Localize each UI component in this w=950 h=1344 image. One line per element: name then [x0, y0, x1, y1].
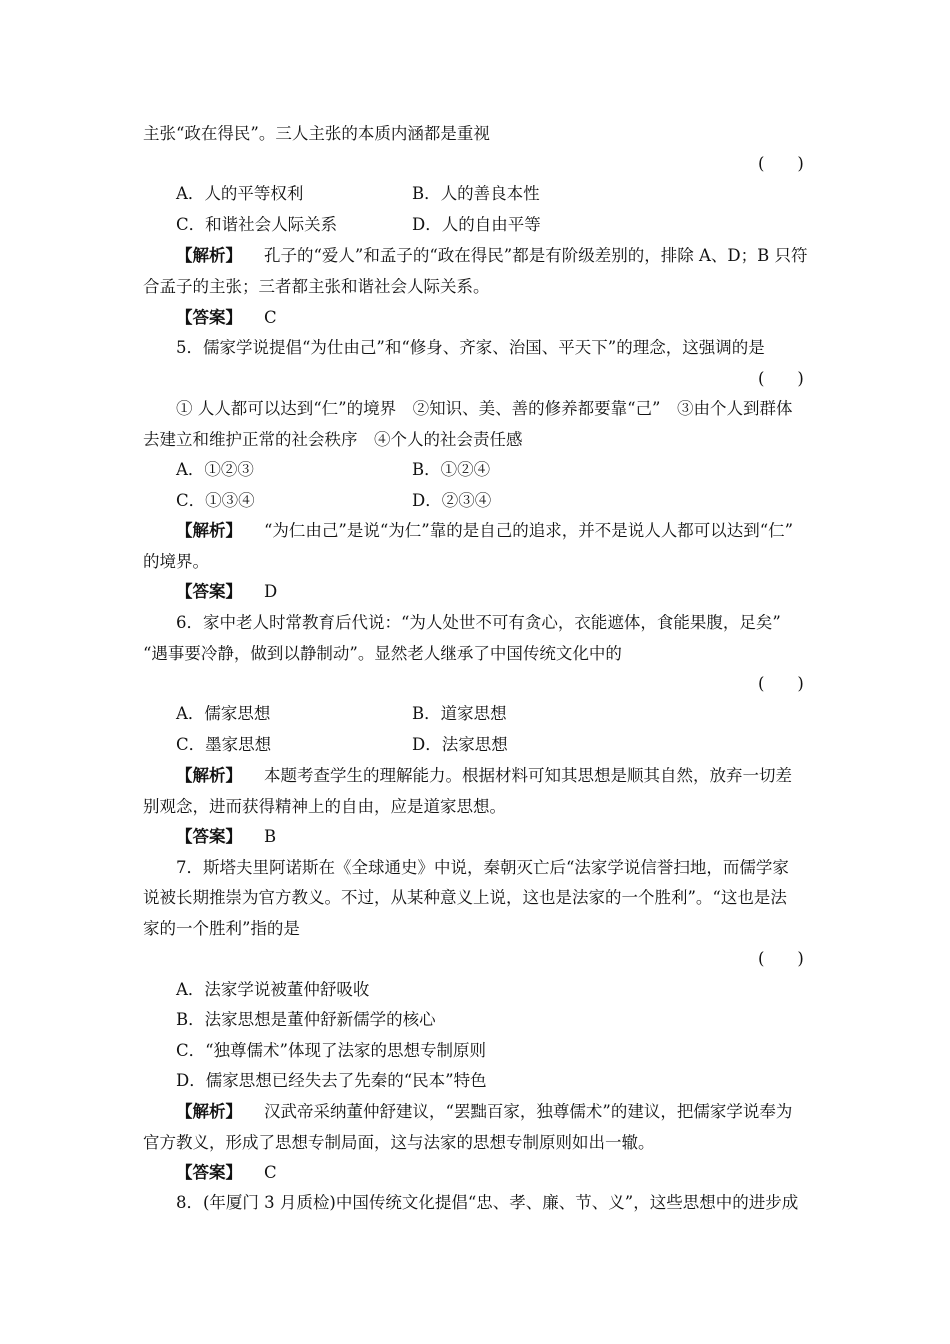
q7-analysis-text: 汉武帝采纳董仲舒建议，“罢黜百家，独尊儒术”的建议，把儒家学说奉为	[264, 1102, 793, 1121]
q4-analysis-text: 孔子的“爱人”和孟子的“政在得民”都是有阶级差别的，排除 A、D；B 只符	[264, 246, 808, 265]
q7-stem-line1: 7．斯塔夫里阿诺斯在《全球通史》中说，秦朝灭亡后“法家学说信誉扫地，而儒学家	[176, 858, 789, 877]
answer-label: 【答案】	[176, 827, 242, 846]
q4-option-d: D．人的自由平等	[412, 215, 541, 234]
q5-option-b: B．①②④	[412, 460, 491, 479]
q7-stem-line2: 说被长期推崇为官方教义。不过，从某种意义上说，这也是法家的一个胜利”。“这也是法	[143, 888, 787, 907]
q4-answer	[176, 307, 277, 329]
answer-label: 【答案】	[176, 582, 242, 601]
q5-items-line1: ① 人人都可以达到“仁”的境界 ②知识、美、善的修养都要靠“己” ③由个人到群体	[176, 399, 793, 418]
q8-stem-line1: 8．(年厦门 3 月质检)中国传统文化提倡“忠、孝、廉、节、义”，这些思想中的进步成	[176, 1193, 799, 1212]
q4-option-c: C．和谐社会人际关系	[176, 215, 338, 234]
q5-analysis-text: “为仁由己”是说“为仁”靠的是自己的追求，并不是说人人都可以达到“仁”	[264, 521, 794, 540]
q7-option-a: A．法家学说被董仲舒吸收	[176, 980, 370, 999]
answer-label: 【答案】	[176, 308, 242, 327]
q7-answer	[176, 1162, 277, 1184]
q5-analysis-line1	[176, 520, 793, 542]
q4-option-b: B．人的善良本性	[412, 184, 540, 203]
q7-analysis-line2: 官方教义，形成了思想专制局面，这与法家的思想专制原则如出一辙。	[143, 1133, 655, 1152]
q7-stem-line3: 家的一个胜利”指的是	[143, 919, 300, 938]
q5-answer-value: D	[264, 582, 278, 601]
q6-stem-line1: 6．家中老人时常教育后代说：“为人处世不可有贪心，衣能遮体，食能果腹，足矣”	[176, 613, 781, 632]
q5-option-a: A．①②③	[176, 460, 254, 479]
q7-answer-blank: ( )	[758, 949, 804, 968]
q4-option-a: A．人的平等权利	[176, 184, 304, 203]
q6-analysis-text: 本题考查学生的理解能力。根据材料可知其思想是顺其自然，放弃一切差	[264, 766, 792, 785]
q7-option-b: B．法家思想是董仲舒新儒学的核心	[176, 1010, 436, 1029]
q7-option-c: C．“独尊儒术”体现了法家的思想专制原则	[176, 1041, 486, 1060]
q7-option-d: D．儒家思想已经失去了先秦的“民本”特色	[176, 1071, 487, 1090]
answer-label: 【答案】	[176, 1163, 242, 1182]
analysis-label: 【解析】	[176, 521, 242, 540]
q6-answer	[176, 826, 276, 848]
q5-option-c: C．①③④	[176, 491, 255, 510]
q6-answer-blank: ( )	[758, 674, 804, 693]
q4-answer-value: C	[264, 308, 277, 327]
q6-answer-value: B	[264, 827, 277, 846]
q4-answer-blank: ( )	[758, 154, 804, 173]
q4-analysis-line1	[176, 245, 808, 267]
q5-stem: 5．儒家学说提倡“为仕由己”和“修身、齐家、治国、平天下”的理念，这强调的是	[176, 338, 765, 357]
q4-analysis-line2: 合孟子的主张；三者都主张和谐社会人际关系。	[143, 277, 490, 296]
q4-stem-continuation: 主张“政在得民”。三人主张的本质内涵都是重视	[143, 124, 490, 143]
q6-option-b: B．道家思想	[412, 704, 507, 723]
q7-analysis-line1	[176, 1101, 792, 1123]
analysis-label: 【解析】	[176, 1102, 242, 1121]
q5-analysis-line2: 的境界。	[143, 552, 209, 571]
q5-answer	[176, 581, 277, 603]
analysis-label: 【解析】	[176, 246, 242, 265]
q7-answer-value: C	[264, 1163, 277, 1182]
q5-option-d: D．②③④	[412, 491, 492, 510]
q6-option-c: C．墨家思想	[176, 735, 272, 754]
q5-answer-blank: ( )	[758, 369, 804, 388]
q6-option-d: D．法家思想	[412, 735, 508, 754]
q6-option-a: A．儒家思想	[176, 704, 271, 723]
analysis-label: 【解析】	[176, 766, 242, 785]
q6-analysis-line1	[176, 765, 792, 787]
q6-stem-line2: “遇事要冷静，做到以静制动”。显然老人继承了中国传统文化中的	[143, 644, 622, 663]
q5-items-line2: 去建立和维护正常的社会秩序 ④个人的社会责任感	[143, 430, 523, 449]
q6-analysis-line2: 别观念，进而获得精神上的自由，应是道家思想。	[143, 797, 506, 816]
